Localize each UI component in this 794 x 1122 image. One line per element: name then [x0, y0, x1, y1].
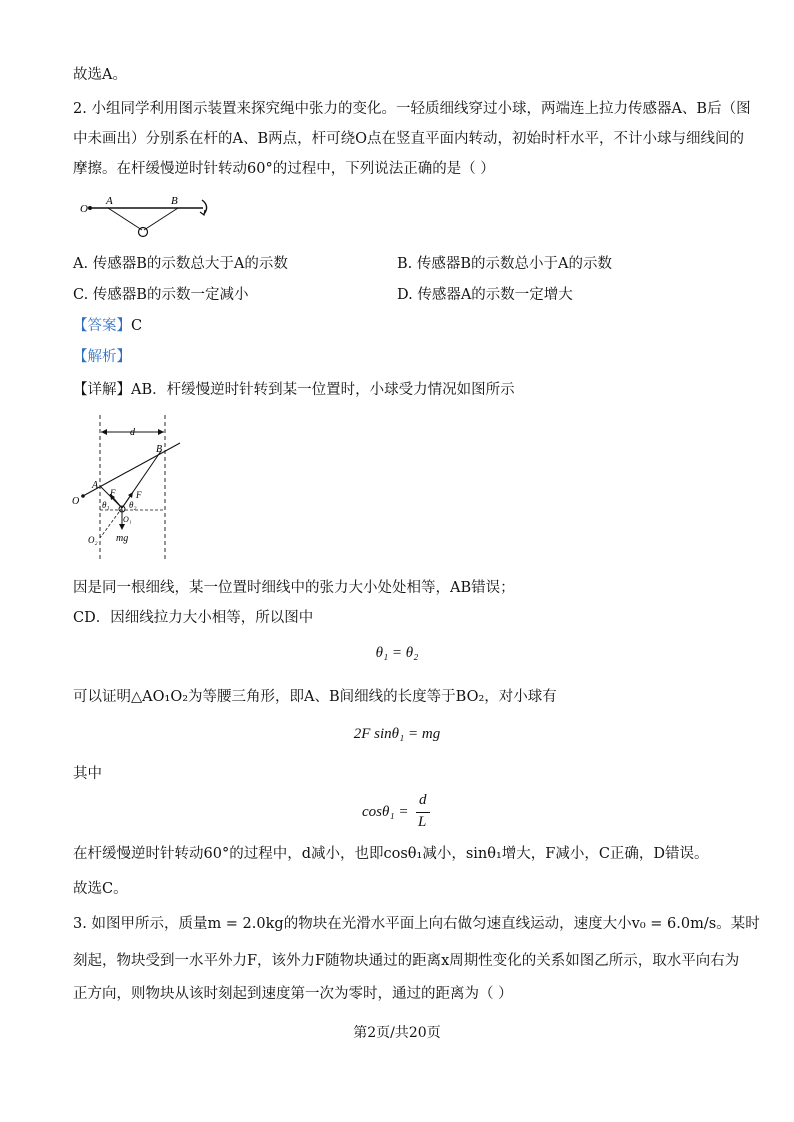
equation-cos-numerator: d [419, 792, 427, 808]
label-a: A [106, 195, 113, 207]
label-o: O [80, 203, 88, 215]
option-b: B. 传感器B的示数总小于A的示数 [397, 256, 612, 272]
rod-diagram [78, 190, 218, 240]
option-d: D. 传感器A的示数一定增大 [397, 287, 573, 303]
reason-line-1: 因是同一根细线，某一位置时细线中的张力大小处处相等，AB错误； [73, 580, 515, 596]
label-mg: mg [116, 533, 129, 544]
question-2-line-3: 摩擦。在杆缓慢逆时针转动60°的过程中，下列说法正确的是（ ） [73, 161, 495, 177]
label-b: B [171, 195, 178, 207]
answer-line [73, 315, 733, 337]
reason-line-2: CD．因细线拉力大小相等，所以图中 [73, 610, 314, 626]
option-c: C. 传感器B的示数一定减小 [73, 287, 249, 303]
label-b2: B [156, 444, 163, 455]
equation-cos [362, 792, 462, 836]
label-theta2: θ₂ [129, 500, 137, 510]
choose-line: 故选C。 [73, 881, 128, 897]
equation-force: 2F sinθ₁ = mg [353, 726, 441, 742]
force-diagram [70, 410, 190, 565]
prove-line: 可以证明△AO₁O₂为等腰三角形，即A、B间细线的长度等于BO₂，对小球有 [73, 689, 557, 705]
page-footer: 第2页/共20页 [353, 1025, 441, 1041]
detail-text: AB．杆缓慢逆时针转到某一位置时，小球受力情况如图所示 [131, 382, 515, 398]
equation-cos-denominator: L [418, 814, 427, 830]
label-o2-point: O₂ [88, 535, 98, 545]
fraction-bar [416, 812, 430, 813]
question-3-line-2: 刻起，物块受到一水平外力F，该外力F随物块通过的距离x周期性变化的关系如图乙所示，取水平向右为 [73, 953, 740, 969]
label-d: d [130, 427, 135, 438]
detail-tag: 【详解】 [73, 382, 131, 398]
analysis-tag: 【解析】 [73, 349, 131, 365]
question-2-line-1: 2. 小组同学利用图示装置来探究绳中张力的变化。一轻质细线穿过小球，两端连上拉力传感器A、B后（图 [73, 101, 751, 117]
question-2-line-2: 中未画出）分别系在杆的A、B两点，杆可绕O点在竖直平面内转动，初始时杆水平，不计小球与细线间的 [73, 131, 745, 147]
label-o2: O [72, 496, 80, 507]
text-line: 故选A。 [73, 67, 127, 83]
analysis-line [73, 346, 733, 368]
equation-cos-lhs: cosθ₁ = [362, 804, 409, 820]
label-theta1: θ₁ [102, 500, 110, 510]
equation-theta: θ₁ = θ₂ [375, 645, 419, 661]
among-line: 其中 [73, 766, 102, 782]
label-o1: O₁ [123, 515, 132, 524]
option-a: A. 传感器B的示数总大于A的示数 [73, 256, 288, 272]
conclusion-line: 在杆缓慢逆时针转动60°的过程中，d减小，也即cosθ₁减小，sinθ₁增大，F减小，C正确，D错误。 [73, 846, 709, 862]
label-f2: F [136, 490, 142, 500]
detail-line [73, 379, 733, 401]
label-f1: F [110, 488, 116, 498]
question-3-line-1: 3. 如图甲所示，质量m = 2.0kg的物块在光滑水平面上向右做匀速直线运动，速度大小v₀ = 6.0m/s。某时 [73, 916, 760, 932]
question-3-line-3: 正方向，则物块从该时刻起到速度第一次为零时，通过的距离为（ ） [73, 986, 513, 1002]
label-a2: A [92, 480, 99, 491]
answer-tag: 【答案】 [73, 318, 131, 334]
answer-value: C [131, 318, 143, 334]
